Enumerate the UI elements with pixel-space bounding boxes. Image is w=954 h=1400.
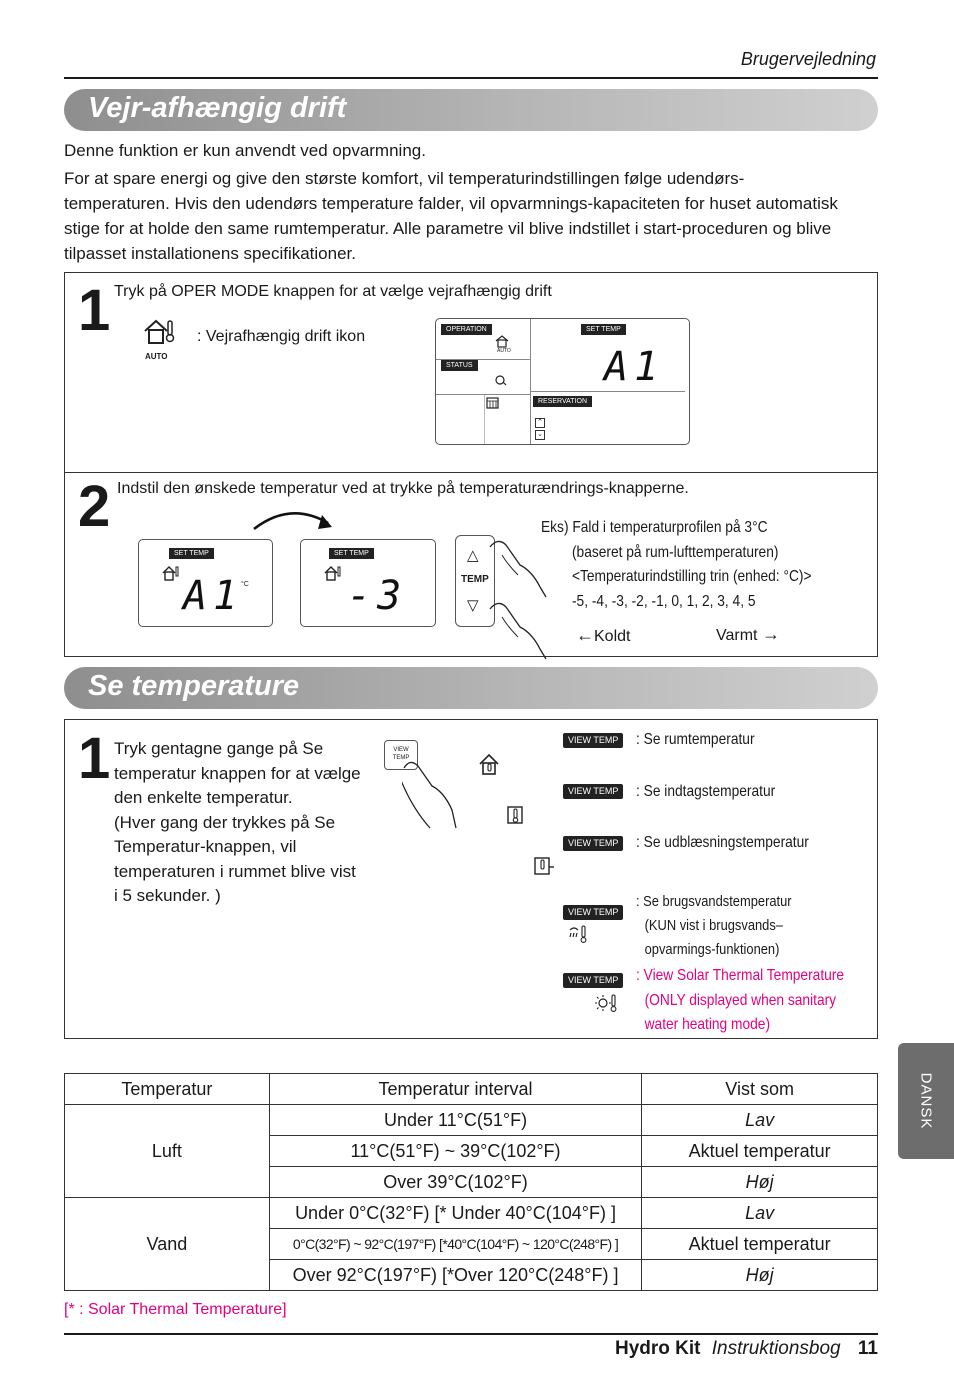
table-cell: Lav: [642, 1198, 878, 1229]
status-tag: STATUS: [441, 360, 478, 371]
table-cell: Lav: [642, 1105, 878, 1136]
weather-mode-icon: [161, 565, 179, 586]
pressing-finger-icon: [488, 535, 548, 665]
table-header: Vist som: [642, 1074, 878, 1105]
lcd-after: [300, 539, 436, 627]
view-temp-tag: VIEW TEMP: [563, 973, 623, 988]
inlet-temp-icon: [506, 804, 528, 831]
mode-label: AUTO: [497, 348, 511, 354]
step-text: Tryk på OPER MODE knappen for at vælge vejrafhængig drift: [114, 283, 552, 300]
schedule-icon: [486, 396, 500, 415]
table-cell: Under 0°C(32°F) [* Under 40°C(104°F) ]: [269, 1198, 641, 1229]
auto-label: AUTO: [145, 352, 168, 361]
view-temp-tag: VIEW TEMP: [563, 905, 623, 920]
table-cell: Over 39°C(102°F): [269, 1167, 641, 1198]
intro-paragraph: For at spare energi og give den største komfort, vil temperaturindstillingen følge udendørs-temperaturen. Hvis den udendørs temperature falder, vil opvarmnings-kapaciteten for huset automatisk stige for at holde den same rumtemperatur. Alle parametre vil blive indstillet i start-proceduren og blive tilpasset installationens specifikationer.: [64, 169, 838, 263]
section-title-band: [64, 667, 878, 709]
manual-label: Brugervejledning: [740, 49, 876, 69]
down-arrow-icon: ⌄: [535, 430, 545, 440]
table-footnote: [* : Solar Thermal Temperature]: [64, 1301, 287, 1318]
view-temp-instructions: Tryk gentagne gange på Se temperatur knappen for at vælge den enkelte temperatur. (Hver gang der trykkes på Se Temperatur-knappen, vil temperaturen i rummet blive vist i 5 sekunder. ): [114, 739, 361, 905]
language-tab-label: DANSK: [917, 1072, 935, 1130]
icon-caption: : Vejrafhængig drift ikon: [197, 328, 366, 345]
table-cell: 11°C(51°F) ~ 39°C(102°F): [269, 1136, 641, 1167]
step-number: 1: [78, 278, 111, 343]
table-cell: Over 92°C(197°F) [*Over 120°C(248°F) ]: [269, 1260, 641, 1291]
temperature-table: [64, 1073, 878, 1291]
table-cell: Aktuel temperatur: [642, 1229, 878, 1260]
up-arrow-icon: ⌃: [535, 418, 545, 428]
step-number: 1: [78, 726, 111, 791]
solar-thermal-icon: [594, 993, 618, 1018]
cold-label: ←Koldt: [576, 625, 631, 645]
table-header-row: [65, 1074, 878, 1105]
weather-mode-icon: [323, 565, 341, 586]
footer-doc: Instruktionsbog: [711, 1338, 841, 1359]
language-tab: [898, 1043, 954, 1159]
set-temp-tag: SET TEMP: [581, 324, 626, 335]
table-cell: Aktuel temperatur: [642, 1136, 878, 1167]
table-group-label: Vand: [65, 1198, 270, 1291]
intro-line: Denne funktion er kun anvendt ved opvarmning.: [64, 141, 426, 160]
controller-display: [435, 318, 690, 445]
temp-button-label: TEMP: [461, 574, 489, 585]
view-temp-desc: : View Solar Thermal Temperature (ONLY displayed when sanitary water heating mode): [636, 967, 845, 1033]
view-temp-button[interactable]: VIEW TEMP: [384, 740, 418, 770]
lcd-before: [138, 539, 273, 627]
operation-tag: OPERATION: [441, 324, 492, 335]
step-text: Indstil den ønskede temperatur ved at trykke på temperaturændrings-knapperne.: [117, 480, 689, 497]
table-header: Temperatur: [65, 1074, 270, 1105]
outlet-temp-icon: [533, 855, 555, 882]
footer: [615, 1338, 878, 1360]
example-line: (baseret på rum-lufttemperaturen): [571, 543, 779, 561]
temp-up-icon[interactable]: △: [467, 547, 479, 564]
header-rule: [64, 77, 878, 79]
view-temp-tag: VIEW TEMP: [563, 733, 623, 748]
example-line: -5, -4, -3, -2, -1, 0, 1, 2, 3, 4, 5: [571, 592, 756, 610]
steps-divider: [65, 472, 877, 473]
example-line: Eks) Fald i temperaturprofilen på 3°C: [541, 519, 768, 536]
sanitary-water-icon: [568, 924, 590, 949]
table-header: Temperatur interval: [269, 1074, 641, 1105]
table-cell: Høj: [642, 1260, 878, 1291]
view-temp-tag: VIEW TEMP: [563, 836, 623, 851]
table-cell: 0°C(32°F) ~ 92°C(197°F) [*40°C(104°F) ~ 120°C(248°F) ]: [269, 1229, 641, 1260]
warm-label: Varmt →: [716, 624, 780, 644]
weather-status-icon: [494, 373, 508, 392]
view-temp-desc: : Se udblæsningstemperatur: [636, 834, 809, 851]
set-temp-tag: SET TEMP: [329, 548, 374, 559]
table-row: [65, 1105, 878, 1136]
example-text: [541, 516, 811, 614]
lcd-value: -3: [347, 573, 408, 619]
footer-rule: [64, 1333, 878, 1335]
set-temp-tag: SET TEMP: [169, 548, 214, 559]
weather-mode-icon: [142, 317, 178, 361]
table-cell: Under 11°C(51°F): [269, 1105, 641, 1136]
unit-label: °C: [241, 581, 249, 588]
lcd-value: A1: [183, 573, 244, 619]
arrow-left-icon: ←: [576, 625, 594, 645]
section-title: Vejr-afhængig drift: [88, 92, 347, 124]
table-group-label: Luft: [65, 1105, 270, 1198]
step-number: 2: [78, 474, 111, 539]
example-line: <Temperaturindstilling trin (enhed: °C)>: [571, 568, 812, 585]
section-title-band: [64, 89, 878, 131]
reservation-tag: RESERVATION: [533, 396, 592, 407]
table-cell: Høj: [642, 1167, 878, 1198]
view-temp-tag: VIEW TEMP: [563, 784, 623, 799]
display-value: A1: [604, 344, 665, 390]
view-temp-desc: : Se brugsvandstemperatur (KUN vist i brugsvands– opvarmings-funktionen): [636, 893, 792, 958]
pressing-finger-icon: [402, 758, 458, 835]
section-title: Se temperature: [88, 670, 300, 702]
temp-down-icon[interactable]: ▽: [467, 597, 479, 614]
view-temp-desc: : Se indtagstemperatur: [636, 783, 776, 800]
room-temp-icon: [478, 752, 502, 781]
page-number: 11: [857, 1338, 878, 1359]
view-temp-desc: : Se rumtemperatur: [636, 731, 755, 748]
intro-text: [64, 138, 844, 269]
table-row: [65, 1198, 878, 1229]
arrow-right-icon: →: [761, 624, 780, 644]
footer-product: Hydro Kit: [614, 1338, 701, 1359]
